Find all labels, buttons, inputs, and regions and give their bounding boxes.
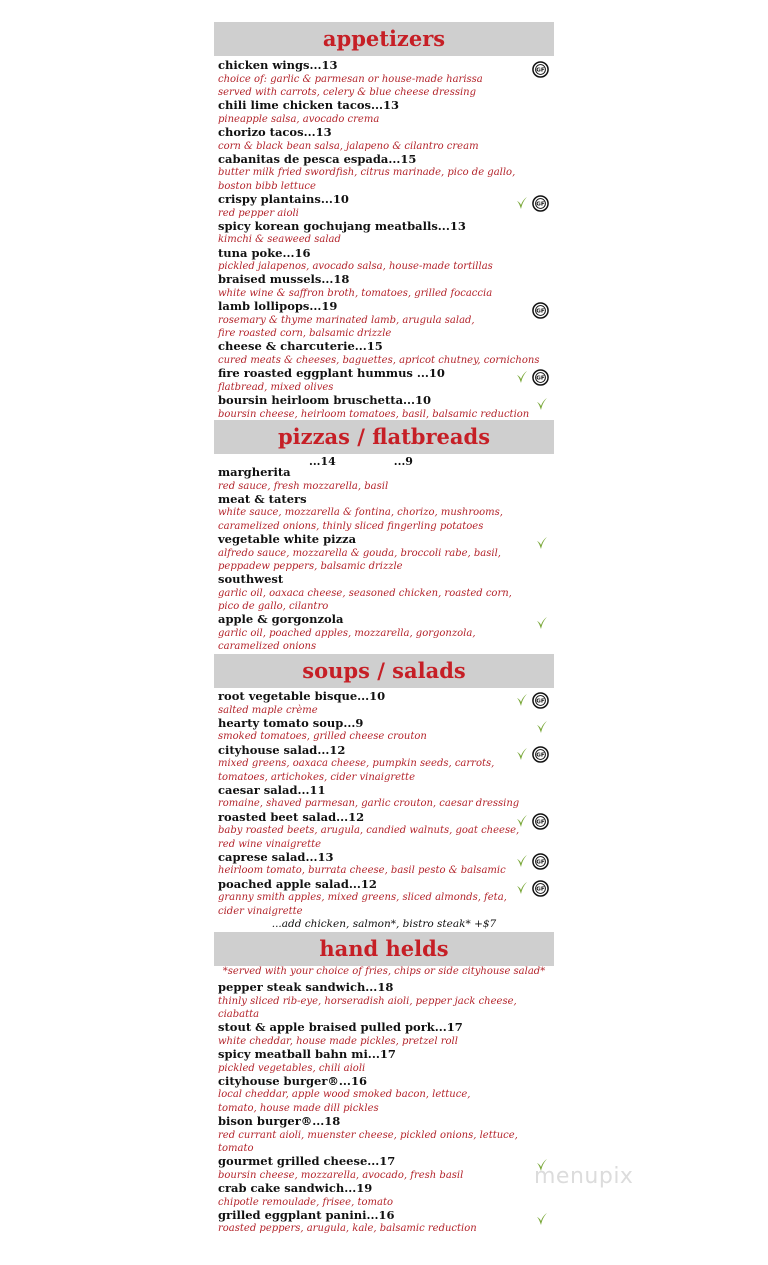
menu-item-description: baby roasted beets, arugula, candied walnuts, goat cheese, (218, 825, 520, 837)
menu-item (218, 1155, 558, 1182)
menu-item-description: pickled jalapenos, avocado salsa, house-made tortillas (218, 261, 493, 273)
leaf-icon (536, 616, 548, 630)
menu-item-name: chicken wings...13 (218, 58, 338, 72)
gluten-free-icon (532, 880, 549, 897)
dietary-icons (514, 851, 558, 875)
menu-item-name: vegetable white pizza (218, 532, 357, 546)
menu-item (218, 851, 558, 878)
menu-item-description: white cheddar, house made pickles, pretzel roll (218, 1035, 458, 1047)
menu-item-name: hearty tomato soup...9 (218, 715, 364, 730)
menu-item-name: caesar salad...11 (218, 782, 326, 797)
watermark: menupix (534, 1164, 634, 1189)
handhelds-note: *served with your choice of fries, chips or side cityhouse salad* (222, 966, 546, 977)
menu-item-description: garlic oil, oaxaca cheese, seasoned chicken, roasted corn, (218, 587, 512, 599)
menu-item (218, 1048, 558, 1075)
menu-item (218, 126, 558, 153)
menu-item-description: local cheddar, apple wood smoked bacon, lettuce, (218, 1089, 471, 1101)
dietary-icons (514, 300, 558, 324)
pizza-size-large: ...14 (309, 455, 336, 468)
section-title: appetizers (322, 26, 446, 51)
dietary-icons (514, 394, 558, 418)
menu-item (218, 690, 558, 717)
menu-item-description: pickled vegetables, chili aioli (218, 1062, 366, 1074)
menu-item-description: butter milk fried swordfish, citrus marinade, pico de gallo, (218, 167, 516, 179)
menu-item-description: thinly sliced rib-eye, horseradish aioli, pepper jack cheese, (218, 995, 517, 1007)
menu-item-name: cabanitas de pesca espada...15 (218, 151, 417, 166)
dietary-icons (514, 193, 558, 217)
dietary-icons (514, 690, 558, 714)
menu-item-description: tomatoes, artichokes, cider vinaigrette (218, 771, 415, 783)
menu-item-name: stout & apple braised pulled pork...17 (218, 1020, 463, 1035)
menu-item-name: gourmet grilled cheese...17 (218, 1154, 396, 1169)
menu-item-description: pico de gallo, cilantro (218, 601, 329, 613)
menu-item-description: boursin cheese, heirloom tomatoes, basil, balsamic reduction (218, 408, 530, 420)
menu-item-name: chorizo tacos...13 (218, 125, 332, 139)
svg-text:GF: GF (536, 752, 545, 759)
gluten-free-icon (532, 813, 549, 830)
dietary-icons (514, 811, 558, 835)
soups-addon-note: ...add chicken, salmon*, bistro steak* +$7 (271, 918, 497, 930)
menu-item-description: cured meats & cheeses, baguettes, apricot chutney, cornichons (218, 354, 540, 366)
menu-item (218, 1182, 558, 1209)
menu-item-name: tuna poke...16 (218, 245, 311, 260)
leaf-icon (516, 854, 528, 868)
menu-item-name: lamb lollipops...19 (218, 299, 338, 314)
menu-item (218, 717, 558, 744)
menu-item-description: cider vinaigrette (218, 905, 303, 917)
pizza-size-small: ...9 (393, 455, 413, 468)
menu-item (218, 300, 558, 341)
menu-item (218, 99, 558, 126)
dietary-icons (514, 1209, 558, 1233)
menu-item (218, 193, 558, 220)
menu-item-name: crispy plantains...10 (218, 192, 349, 206)
menu-item-name: fire roasted eggplant hummus ...10 (218, 366, 445, 381)
dietary-icons (514, 59, 558, 83)
menu-item (218, 533, 558, 574)
menu-item-description: kimchi & seaweed salad (218, 234, 341, 246)
leaf-icon (536, 536, 548, 550)
menu-item-name: crab cake sandwich...19 (218, 1181, 373, 1195)
menu-item-description: salted maple crème (218, 704, 318, 716)
menu-item-description: caramelized onions (218, 641, 317, 653)
menu-item (218, 811, 558, 852)
dietary-icons (514, 744, 558, 768)
menu-item-description: red wine vinaigrette (218, 838, 322, 850)
leaf-icon (536, 1212, 548, 1226)
menu-item-description: mixed greens, oaxaca cheese, pumpkin seeds, carrots, (218, 758, 495, 770)
dietary-icons (514, 717, 558, 741)
menu-item-name: braised mussels...18 (218, 272, 350, 287)
menu-item-description: garlic oil, poached apples, mozzarella, gorgonzola, (218, 627, 476, 639)
menu-item-description: granny smith apples, mixed greens, sliced almonds, feta, (218, 892, 507, 904)
section-header-soups (214, 654, 554, 688)
menu-item-description: boston bibb lettuce (218, 180, 316, 192)
gluten-free-icon (532, 61, 549, 78)
menu-item-description: caramelized onions, thinly sliced fingerling potatoes (218, 520, 484, 532)
menu-item-name: cityhouse salad...12 (218, 742, 346, 757)
svg-text:GF: GF (536, 698, 545, 705)
gluten-free-icon (532, 853, 549, 870)
menu-item (218, 220, 558, 247)
menu-item (218, 1115, 558, 1156)
menu-item-description: white wine & saffron broth, tomatoes, grilled focaccia (218, 287, 493, 299)
menu-item-name: caprese salad...13 (218, 849, 334, 864)
dietary-icons (514, 367, 558, 391)
svg-text:GF: GF (536, 308, 545, 315)
menu-item (218, 613, 558, 654)
menu-item (218, 1021, 558, 1048)
menu-item (218, 878, 558, 919)
menu-item-description: roasted peppers, arugula, kale, balsamic reduction (218, 1223, 477, 1235)
menu-item-description: heirloom tomato, burrata cheese, basil pesto & balsamic (218, 865, 506, 877)
menu-item-name: spicy meatball bahn mi...17 (218, 1047, 396, 1061)
menu-item-name: grilled eggplant panini...16 (218, 1207, 395, 1222)
gluten-free-icon (532, 746, 549, 763)
dietary-icons (514, 533, 558, 557)
leaf-icon (516, 814, 528, 828)
svg-text:GF: GF (536, 67, 545, 74)
menu-item-description: boursin cheese, mozzarella, avocado, fresh basil (218, 1169, 464, 1181)
menu-item-description: fire roasted corn, balsamic drizzle (218, 328, 392, 340)
menu-item-description: red pepper aioli (218, 207, 299, 219)
menu-item-description: corn & black bean salsa, jalapeno & cilantro cream (218, 140, 479, 152)
menu-item-name: margherita (218, 465, 291, 479)
menu-item (218, 1209, 558, 1236)
menu-item (218, 367, 558, 394)
leaf-icon (516, 370, 528, 384)
menu-item (218, 394, 558, 421)
menu-item-name: pepper steak sandwich...18 (218, 980, 394, 994)
menu-item-name: cheese & charcuterie...15 (218, 339, 383, 354)
menu-item (218, 59, 558, 100)
leaf-icon (516, 881, 528, 895)
svg-text:GF: GF (536, 375, 545, 382)
menu-item (218, 784, 558, 811)
menu-item-description: alfredo sauce, mozzarella & gouda, broccoli rabe, basil, (218, 547, 501, 559)
svg-text:GF: GF (536, 886, 545, 893)
gluten-free-icon (532, 369, 549, 386)
menu-item-description: choice of: garlic & parmesan or house-made harissa (218, 73, 483, 85)
menu-item-name: roasted beet salad...12 (218, 809, 365, 824)
leaf-icon (536, 720, 548, 734)
menu-item (218, 273, 558, 300)
menu-item (218, 153, 558, 194)
gluten-free-icon (532, 692, 549, 709)
menu-item-description: flatbread, mixed olives (218, 381, 334, 393)
menu-item-name: spicy korean gochujang meatballs...13 (218, 218, 466, 233)
menu-item-description: romaine, shaved parmesan, garlic crouton, caesar dressing (218, 798, 520, 810)
leaf-icon (536, 397, 548, 411)
menu-item-name: southwest (218, 572, 284, 587)
menu-item-description: rosemary & thyme marinated lamb, arugula salad, (218, 314, 475, 326)
svg-text:GF: GF (536, 819, 545, 826)
section-title: hand helds (319, 936, 449, 961)
svg-text:GF: GF (536, 201, 545, 208)
menu-item-name: chili lime chicken tacos...13 (218, 98, 400, 113)
menu-item-description: peppadew peppers, balsamic drizzle (218, 561, 403, 572)
menu-item-description: ciabatta (218, 1009, 260, 1020)
menu-item-name: meat & taters (218, 491, 307, 506)
menu-item-name: poached apple salad...12 (218, 876, 377, 891)
menu-item (218, 466, 558, 493)
menu-item-description: smoked tomatoes, grilled cheese crouton (218, 731, 427, 743)
menu-item-description: red currant aioli, muenster cheese, pickled onions, lettuce, (218, 1129, 518, 1141)
gluten-free-icon (532, 302, 549, 319)
menu-item (218, 1075, 558, 1116)
menu-item-description: tomato (218, 1143, 254, 1154)
section-title: pizzas / flatbreads (277, 424, 491, 449)
menu-item-name: bison burger®...18 (218, 1114, 341, 1128)
menu-item (218, 247, 558, 274)
menu-item (218, 493, 558, 534)
menu-item-name: boursin heirloom bruschetta...10 (218, 393, 432, 407)
menu-item-name: apple & gorgonzola (218, 612, 344, 627)
section-header-pizzas (214, 420, 554, 454)
leaf-icon (516, 196, 528, 210)
section-title: soups / salads (302, 658, 466, 683)
menu-item-description: served with carrots, celery & blue cheese dressing (218, 87, 476, 98)
menu-item-name: root vegetable bisque...10 (218, 689, 386, 703)
dietary-icons (514, 613, 558, 637)
section-header-appetizers (214, 22, 554, 56)
dietary-icons (514, 878, 558, 902)
menu-item-description: chipotle remoulade, frisee, tomato (218, 1196, 393, 1208)
menu-item (218, 981, 558, 1022)
gluten-free-icon (532, 195, 549, 212)
menu-item-description: pineapple salsa, avocado crema (218, 113, 380, 125)
menu-item (218, 744, 558, 785)
leaf-icon (516, 747, 528, 761)
svg-text:GF: GF (536, 859, 545, 866)
menu-item-name: cityhouse burger®...16 (218, 1073, 367, 1088)
menu-item (218, 573, 558, 614)
section-header-handhelds (214, 932, 554, 966)
leaf-icon (516, 693, 528, 707)
menu-item-description: tomato, house made dill pickles (218, 1102, 379, 1114)
menu-item (218, 340, 558, 367)
menu-item-description: red sauce, fresh mozzarella, basil (218, 480, 389, 492)
menu-item-description: white sauce, mozzarella & fontina, chorizo, mushrooms, (218, 507, 503, 519)
